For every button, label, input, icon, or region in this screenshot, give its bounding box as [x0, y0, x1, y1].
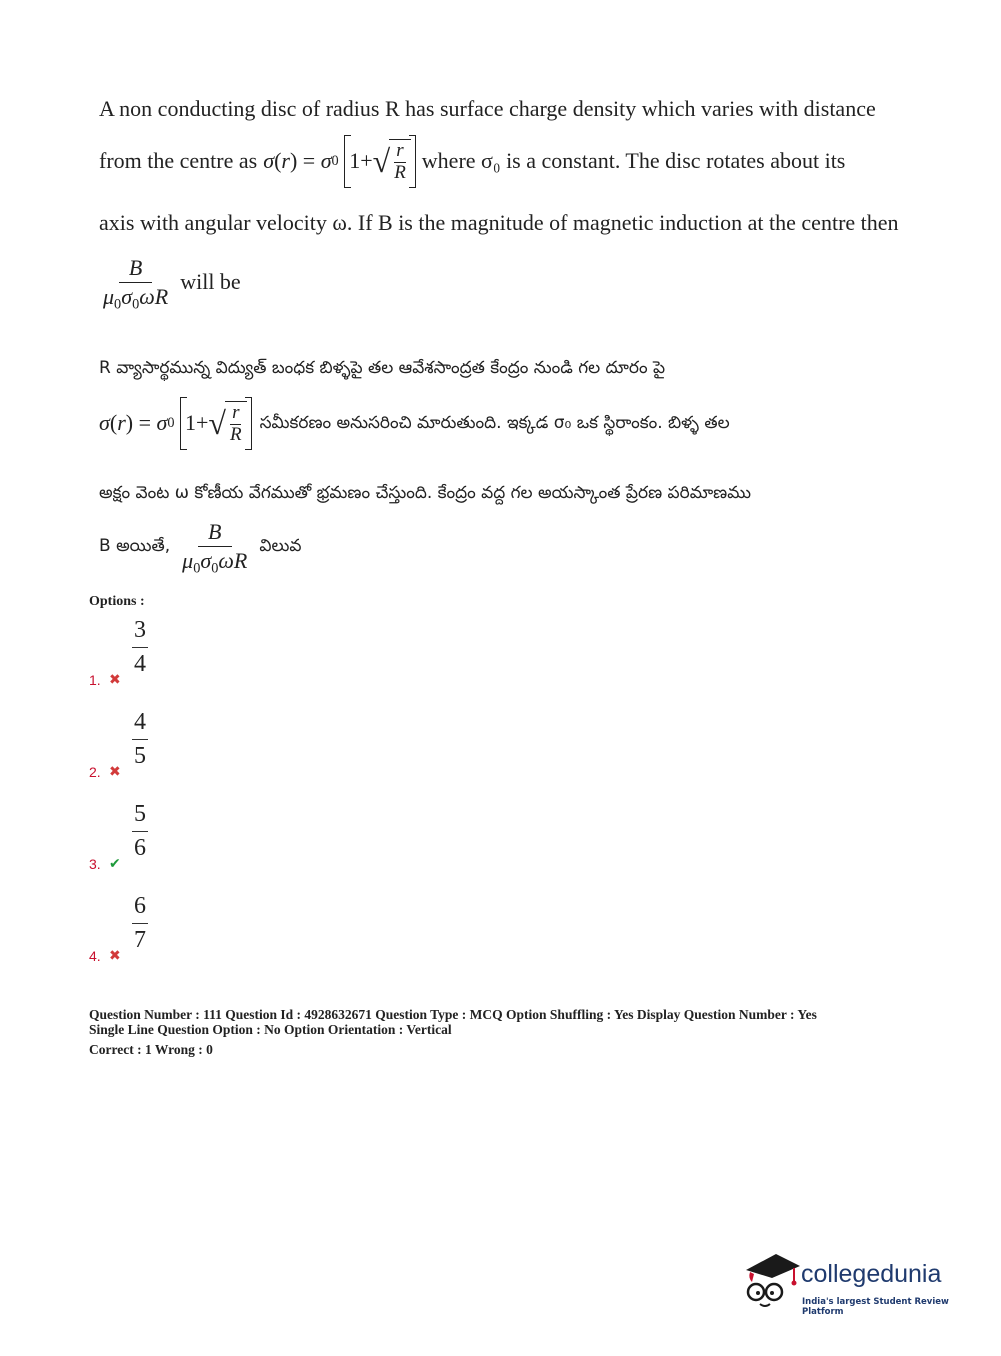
option-denominator: 4 [134, 650, 146, 677]
question-te-line4-post: విలువ [259, 536, 302, 557]
option-numerator: 4 [132, 708, 148, 740]
question-te-line2-post: సమీకరణం అనుసరించి మారుతుంది. ఇక్కడ σ₀ ఒక స్థిరాంకం. బిళ్ళ తల [259, 413, 730, 434]
question-en-line2 [99, 135, 889, 188]
logo-tagline: India's largest Student Review Platform [802, 1297, 949, 1317]
option-3[interactable] [89, 800, 289, 880]
option-fraction [132, 616, 148, 679]
option-denominator: 5 [134, 742, 146, 769]
question-en-line3: axis with angular velocity ω. If B is the magnitude of magnetic induction at the centre then [99, 210, 899, 235]
question-en-line4-post: will be [180, 269, 241, 295]
question-en-line4 [99, 255, 889, 313]
option-fraction [132, 892, 148, 955]
question-meta-line1: Question Number : 111 Question Id : 4928632671 Question Type : MCQ Option Shuffling : Yes Display Question Number : Yes [89, 1007, 817, 1022]
question-en-line2-pre: from the centre as [99, 148, 258, 174]
b-ratio-fraction: $\frac{B}{\mu_0\sigma_0\omega R}$ [103, 255, 169, 313]
question-te-line2 [99, 397, 889, 450]
option-numerator: 5 [132, 800, 148, 832]
collegedunia-logo [742, 1248, 972, 1318]
option-fraction [132, 800, 148, 863]
sigma-formula: σ ( r ) = σ 0 1+ √ $\frac{r}{R}$ [263, 135, 416, 188]
option-2[interactable] [89, 708, 289, 788]
option-number: 4. [89, 948, 101, 964]
option-1[interactable] [89, 616, 289, 696]
option-4[interactable] [89, 892, 289, 972]
wrong-icon: ✖ [109, 948, 121, 964]
option-denominator: 6 [134, 834, 146, 861]
question-te-line3: అక్షం వెంట ω కోణీయ వేగముతో భ్రమణం చేస్తుంది. కేంద్రం వద్ద గల అయస్కాంత ప్రేరణ పరిమాణము [99, 483, 752, 503]
question-meta-line2: Single Line Question Option : No Option Orientation : Vertical [89, 1022, 452, 1037]
question-te-line4 [99, 519, 889, 577]
check-icon: ✔ [109, 856, 121, 872]
logo-name: collegedunia [801, 1260, 942, 1288]
options-label: Options : [89, 594, 145, 609]
b-ratio-fraction-te: $\frac{B}{\mu_0\sigma_0\omega R}$ [182, 519, 248, 577]
question-en-line1: A non conducting disc of radius R has surface charge density which varies with distance [99, 96, 876, 121]
option-number: 3. [89, 856, 101, 872]
score-meta: Correct : 1 Wrong : 0 [89, 1042, 213, 1057]
option-denominator: 7 [134, 926, 146, 953]
mascot-icon [742, 1248, 802, 1310]
question-te-line1: R వ్యాసార్థమున్న విద్యుత్ బంధక బిళ్ళపై తల ఆవేశసాంద్రత కేంద్రం నుండి గల దూరం పై [99, 358, 666, 378]
option-number: 1. [89, 672, 101, 688]
question-en-line2-post: where σ₀ is a constant. The disc rotates about its [421, 148, 846, 174]
sigma-formula-te: σ ( r ) = σ 0 1+ √ $\frac{r}{R}$ [99, 397, 252, 450]
option-numerator: 3 [132, 616, 148, 648]
wrong-icon: ✖ [109, 764, 121, 780]
option-fraction [132, 708, 148, 771]
option-numerator: 6 [132, 892, 148, 924]
question-te-line4-pre: B అయితే, [99, 536, 171, 557]
option-number: 2. [89, 764, 101, 780]
wrong-icon: ✖ [109, 672, 121, 688]
